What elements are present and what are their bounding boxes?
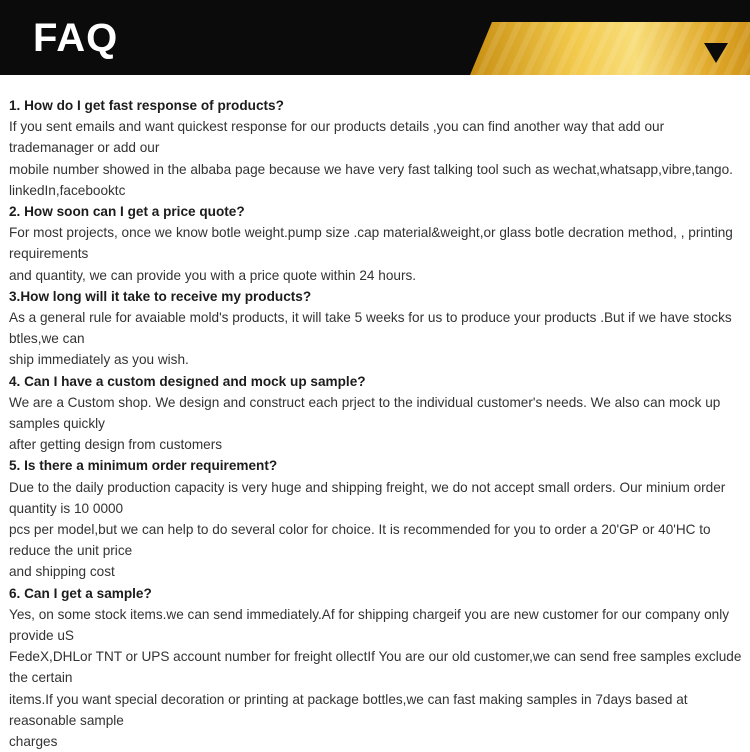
- faq-answer-line: ship immediately as you wish.: [9, 352, 189, 368]
- faq-item: [9, 371, 744, 456]
- faq-answer-line: We are a Custom shop. We design and construct each prject to the individual customer's needs. We also can mock up samples quickly: [9, 394, 721, 432]
- faq-answer-line: Due to the daily production capacity is very huge and shipping freight, we do not accept small orders. Our minium order quantity is 10 0000: [9, 479, 726, 516]
- faq-question: 5. Is there a minimum order requirement?: [9, 458, 278, 474]
- page-title: FAQ: [33, 16, 119, 60]
- faq-answer-line: charges: [9, 734, 58, 750]
- faq-answer-line: If you sent emails and want quickest response for our products details ,you can find another way that add our trademanager or add our: [9, 119, 665, 156]
- faq-item: [9, 201, 744, 286]
- faq-item: [9, 455, 744, 582]
- faq-answer-line: items.If you want special decoration or printing at package bottles,we can fast making samples in 7days based at reasonable sample: [9, 691, 688, 728]
- faq-question: 2. How soon can I get a price quote?: [9, 204, 245, 220]
- faq-question: 1. How do I get fast response of products?: [9, 98, 284, 113]
- faq-header: [0, 0, 750, 75]
- faq-answer-line: and shipping cost: [9, 564, 115, 580]
- faq-item: [9, 286, 744, 371]
- faq-answer-line: FedeX,DHLor TNT or UPS account number for freight ollectIf You are our old customer,we can send free samples exclude the certain: [9, 649, 742, 686]
- faq-answer-line: Yes, on some stock items.we can send immediately.Af for shipping chargeif you are new customer for our company only provide uS: [9, 606, 730, 644]
- faq-answer-line: As a general rule for avaiable mold's products, it will take 5 weeks for us to produce your products .But if we have stocks btles,we can: [9, 310, 732, 347]
- faq-answer-line: mobile number showed in the albaba page because we have very fast talking tool such as wechat,whatsapp,vibre,tango. linkedIn,facebooktc: [9, 161, 733, 198]
- faq-answer-line: and quantity, we can provide you with a price quote within 24 hours.: [9, 267, 417, 283]
- faq-list: [0, 75, 750, 752]
- faq-answer-line: after getting design from customers: [9, 437, 223, 453]
- faq-question: 4. Can I have a custom designed and mock up sample?: [9, 373, 366, 389]
- faq-item: [9, 95, 744, 201]
- faq-item: [9, 583, 744, 752]
- faq-answer-line: pcs per model,but we can help to do several color for choice. It is recommended for you to order a 20'GP or 40'HC to reduce the unit price: [9, 522, 711, 559]
- faq-question: 6. Can I get a sample?: [9, 585, 152, 601]
- chevron-down-icon: [704, 43, 728, 63]
- faq-question: 3.How long will it take to receive my products?: [9, 288, 312, 304]
- faq-answer-line: For most projects, once we know botle weight.pump size .cap material&weight,or glass botle decration method, , printing requirements: [9, 225, 733, 262]
